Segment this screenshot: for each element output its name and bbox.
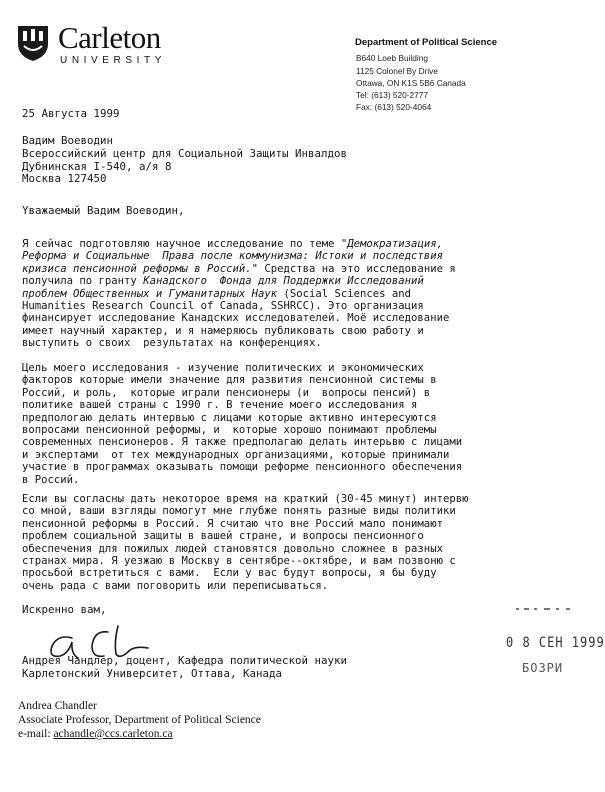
logo-subtitle: UNIVERSITY bbox=[60, 55, 167, 66]
footer-name: Andrea Chandler bbox=[18, 700, 97, 712]
recipient-line: Всероссийский центр для Социальной Защиты Инвалдов bbox=[22, 147, 348, 160]
paragraph-interview-request: Если вы согласны дать некоторое время на краткий (30-45 минут) интервю со мной, ваши взгляды помогут мне глубже понять разные виды политики пенсионной реформы в Россий. Я считаю что вне Россий мало понимают проблем социальной защиты в вашей стране, и вопросы пенсионного обеспечения для пожилых людей становятся довольно сложнее в разных странах мира. Я уезжаю в Москву в сентябре--октябре, и вам позвоню с просьбой встретиться с вами. Если у вас будут вопросы, я бы буду очень рада с вами поговорить или переписываться. bbox=[22, 493, 469, 592]
footer-email bbox=[18, 728, 173, 740]
signature-line: Андрея Чандлер, доцент, Кафедра политической науки bbox=[22, 654, 348, 667]
letter-date: 25 Августа 1999 bbox=[22, 107, 120, 120]
closing: Искренно вам, bbox=[22, 603, 107, 616]
paragraph-research-goal: Цель моего исследования - изучение политических и экономических факторов которые имели значение для развития пенсионной системы в Россий, и роль, которые играли пенсионеры (и вопросы пенсий) в политике вашей страны с 1990 г. В течение моего исследования я предпологаю делать интервью с лицами которые активно интересуются вопросами пенсионной реформы, и которые хорошо понимают проблемы современных пенсионеров. Я также предполагаю делать интерьвю с лицами и экспертами от тех международных организациями, которые принимали участие в программах оказывать помощи реформе пенсионного обеспечения в Россий. bbox=[22, 362, 463, 486]
email-link[interactable]: achandle@ccs.carleton.ca bbox=[53, 728, 173, 740]
fax-line: Fax: (613) 520-4064 bbox=[356, 102, 432, 112]
salutation: Yважаемый Вадим Воеводин, bbox=[22, 204, 185, 217]
address-line: B640 Loeb Building bbox=[356, 53, 428, 63]
received-stamp-date: 0 8 СЕН 1999 bbox=[506, 633, 605, 651]
recipient-line: Дубнинская I-540, а/я 8 bbox=[22, 160, 172, 173]
logo-wordmark: Carleton bbox=[58, 20, 161, 55]
signature-line: Карлетонский Университет, Оттава, Канада bbox=[22, 667, 283, 680]
address-line: Ottawa, ON K1S 5B6 Canada bbox=[356, 78, 466, 88]
email-label: e-mail: bbox=[18, 728, 54, 740]
phone-line: Tel: (613) 520-2777 bbox=[356, 90, 428, 100]
university-crest-icon bbox=[16, 24, 50, 62]
department-name: Department of Political Science bbox=[355, 37, 498, 48]
address-line: 1125 Colonel By Drive bbox=[356, 66, 438, 76]
stamp-marks-icon bbox=[516, 606, 576, 612]
recipient-line: Вадим Воеводин bbox=[22, 134, 114, 147]
recipient-line: Москва 127450 bbox=[22, 172, 107, 185]
paragraph-intro: Я сейчас подготовляю научное исследование по теме "Демократизация, Реформа и Социальные Права после коммунизма: Истоки и последствия кризиса пенсионной реформы в Россий." Средства на это исследование я получила по гранту Канадского Фонда для Поддержки Исследований проблем Общественных и Гуманитарных Наук (Social Sciences and Humanities Research Council of Canada, SSHRCC). Это организация финансирует исследование Канадских исследователей. Моё исследование имеет научный характер, и я намеряюсь публиковать свою работу и выступить о своих результатах на конференциях. bbox=[22, 238, 456, 350]
footer-title: Associate Professor, Department of Political Science bbox=[18, 714, 261, 726]
received-stamp-code: БОЗРИ bbox=[522, 661, 564, 675]
